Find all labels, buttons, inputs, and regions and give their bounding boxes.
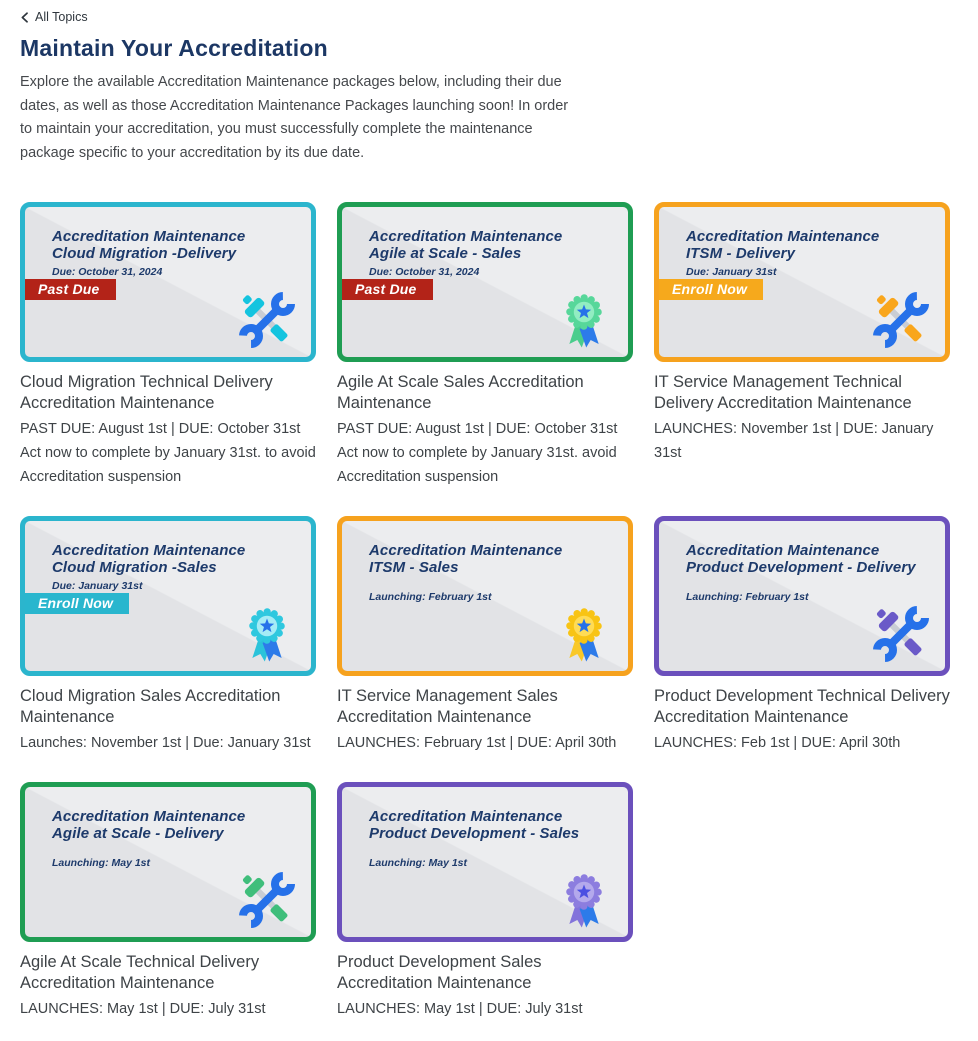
card-dates-meta: LAUNCHES: November 1st | DUE: January 31st	[654, 421, 934, 461]
card-image-subtitle: Agile at Scale - Delivery	[52, 825, 224, 842]
accreditation-card-image[interactable]	[20, 782, 316, 942]
card-image-title: Accreditation Maintenance	[686, 542, 880, 559]
tools-icon	[869, 602, 933, 666]
card-image-date: Launching: February 1st	[369, 591, 492, 603]
card-image-date: Due: October 31, 2024	[52, 266, 163, 278]
chevron-left-icon	[20, 12, 29, 23]
card-image-text	[52, 542, 246, 592]
card-title: Agile At Scale Sales Accreditation Maintenance	[337, 373, 584, 412]
card-image-subtitle: Cloud Migration -Sales	[52, 559, 217, 576]
breadcrumb[interactable]	[20, 8, 88, 26]
accreditation-card-cell	[654, 516, 950, 755]
accreditation-card-image[interactable]	[20, 202, 316, 362]
card-image-date: Launching: February 1st	[686, 591, 809, 603]
card-image-date: Launching: May 1st	[52, 857, 151, 869]
card-image-subtitle: Product Development - Sales	[369, 825, 580, 842]
card-image-text	[686, 542, 916, 603]
card-image-date: Due: October 31, 2024	[369, 266, 480, 278]
card-image-title: Accreditation Maintenance	[686, 228, 880, 245]
card-image-title: Accreditation Maintenance	[52, 228, 246, 245]
card-image-text	[369, 228, 563, 278]
award-ribbon-icon	[552, 602, 616, 666]
card-image-title: Accreditation Maintenance	[369, 542, 563, 559]
accreditation-card-cell	[337, 782, 633, 1021]
card-dates-meta: Launches: November 1st | Due: January 31st	[20, 735, 311, 751]
card-title: Agile At Scale Technical Delivery Accreditation Maintenance	[20, 953, 260, 992]
card-image-text	[52, 228, 246, 278]
card-title: IT Service Management Sales Accreditation Maintenance	[337, 687, 558, 726]
accreditation-card-image[interactable]	[337, 202, 633, 362]
status-banner: Enroll Now	[659, 279, 763, 300]
status-banner: Past Due	[342, 279, 433, 300]
accreditation-card-image[interactable]	[337, 516, 633, 676]
card-image-text	[52, 808, 246, 869]
card-dates-meta: LAUNCHES: February 1st | DUE: April 30th	[337, 735, 617, 751]
card-image-subtitle: Agile at Scale - Sales	[369, 245, 522, 262]
card-title: Cloud Migration Technical Delivery Accreditation Maintenance	[20, 373, 273, 412]
accreditation-card-cell	[20, 516, 316, 755]
accreditation-card-image[interactable]	[654, 202, 950, 362]
breadcrumb-label: All Topics	[35, 10, 88, 24]
accreditation-card-cell	[654, 202, 950, 489]
card-image-text	[369, 542, 563, 603]
status-banner: Past Due	[25, 279, 116, 300]
card-image-subtitle: ITSM - Sales	[369, 559, 459, 576]
page-title: Maintain Your Accreditation	[20, 35, 328, 61]
award-ribbon-icon	[552, 868, 616, 932]
award-ribbon-icon	[552, 288, 616, 352]
card-title: Product Development Sales Accreditation Maintenance	[337, 953, 542, 992]
card-title: IT Service Management Technical Delivery Accreditation Maintenance	[654, 373, 912, 412]
card-dates-meta: PAST DUE: August 1st | DUE: October 31st Act now to complete by January 31st. avoid Accreditation suspension	[337, 421, 618, 485]
tools-icon	[235, 868, 299, 932]
accreditation-card-cell	[337, 516, 633, 755]
card-image-title: Accreditation Maintenance	[369, 228, 563, 245]
card-image-date: Due: January 31st	[686, 266, 777, 278]
card-image-date: Due: January 31st	[52, 580, 143, 592]
award-ribbon-icon	[235, 602, 299, 666]
accreditation-card-cell	[337, 202, 633, 489]
card-title: Cloud Migration Sales Accreditation Maintenance	[20, 687, 281, 726]
card-image-title: Accreditation Maintenance	[369, 808, 563, 825]
tools-icon	[235, 288, 299, 352]
card-image-date: Launching: May 1st	[369, 857, 468, 869]
card-title: Product Development Technical Delivery Accreditation Maintenance	[654, 687, 950, 726]
intro-text: Explore the available Accreditation Maintenance packages below, including their due dates, as well as those Accreditation Maintenance Packages launching soon! In order to maintain your accreditation, you must successfully complete the maintenance package specific to your accreditation by its due date.	[20, 74, 569, 161]
accreditation-card-image[interactable]	[654, 516, 950, 676]
card-image-text	[686, 228, 880, 278]
card-dates-meta: PAST DUE: August 1st | DUE: October 31st Act now to complete by January 31st. to avoid Accreditation suspension	[20, 421, 316, 485]
cards-grid	[20, 202, 962, 1021]
tools-icon	[869, 288, 933, 352]
card-dates-meta: LAUNCHES: Feb 1st | DUE: April 30th	[654, 735, 901, 751]
accreditation-card-image[interactable]	[337, 782, 633, 942]
card-dates-meta: LAUNCHES: May 1st | DUE: July 31st	[20, 1001, 266, 1017]
accreditation-card-cell	[20, 782, 316, 1021]
accreditation-card-cell	[20, 202, 316, 489]
card-dates-meta: LAUNCHES: May 1st | DUE: July 31st	[337, 1001, 583, 1017]
card-image-subtitle: Product Development - Delivery	[686, 559, 916, 576]
card-image-text	[369, 808, 580, 869]
card-image-subtitle: Cloud Migration -Delivery	[52, 245, 237, 262]
accreditation-card-image[interactable]	[20, 516, 316, 676]
card-image-subtitle: ITSM - Delivery	[686, 245, 796, 262]
status-banner: Enroll Now	[25, 593, 129, 614]
card-image-title: Accreditation Maintenance	[52, 808, 246, 825]
card-image-title: Accreditation Maintenance	[52, 542, 246, 559]
